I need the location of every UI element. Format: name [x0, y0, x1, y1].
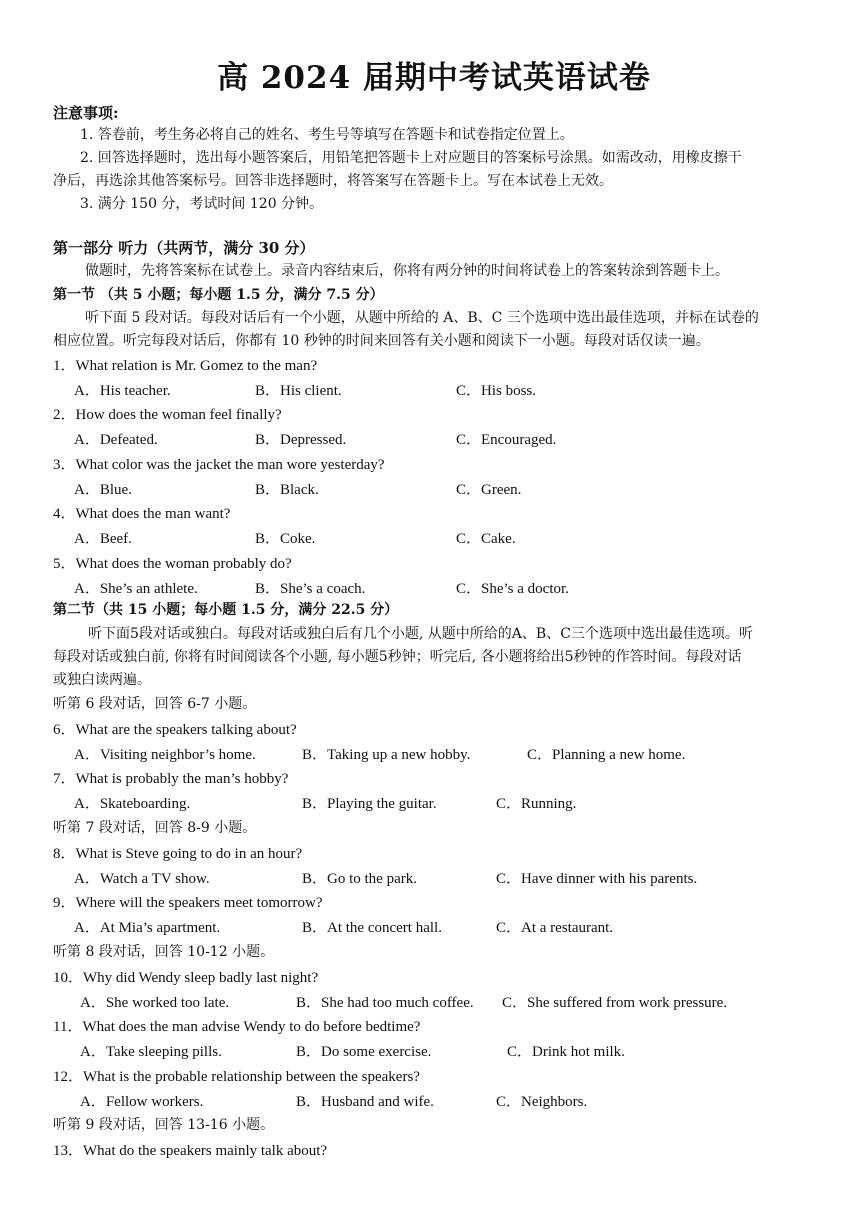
question-11: 11．What does the man advise Wendy to do before bedtime? [53, 1019, 421, 1035]
question-7: 7．What is probably the man’s hobby? [53, 771, 289, 787]
section1-intro-b: 相应位置。听完每段对话后，你都有 10 秒钟的时间来回答有关小题和阅读下一小题。每段对话仅读一遍。 [53, 333, 710, 349]
question-4-option-b: B．Coke. [255, 531, 316, 547]
question-6: 6．What are the speakers talking about? [53, 722, 297, 738]
notes-line-2a: 2. 回答选择题时，选出每小题答案后，用铅笔把答题卡上对应题目的答案标号涂黑。如需改动，用橡皮擦干 [80, 150, 742, 166]
section2-intro-c: 或独白读两遍。 [53, 672, 151, 688]
question-3-option-a: A．Blue. [74, 482, 132, 498]
page-title: 高 2024 届期中考试英语试卷 [217, 60, 651, 96]
question-12-option-a: A．Fellow workers. [80, 1094, 204, 1110]
question-9-option-c: C．At a restaurant. [496, 920, 614, 936]
section2-intro-b: 每段对话或独白前, 你将有时间阅读各个小题, 每小题5秒钟；听完后, 各小题将给出5秒钟的作答时间。每段对话 [53, 649, 742, 665]
question-11-option-a: A．Take sleeping pills. [80, 1044, 222, 1060]
question-5-option-a: A．She’s an athlete. [74, 581, 198, 597]
question-4: 4．What does the man want? [53, 506, 231, 522]
question-8: 8．What is Steve going to do in an hour? [53, 846, 303, 862]
question-2-option-c: C．Encouraged. [456, 432, 557, 448]
question-12-option-c: C．Neighbors. [496, 1094, 588, 1110]
question-5-option-b: B．She’s a coach. [255, 581, 366, 597]
question-8-option-b: B．Go to the park. [302, 871, 417, 887]
question-2-option-b: B．Depressed. [255, 432, 347, 448]
question-9-option-b: B．At the concert hall. [302, 920, 442, 936]
section1-intro-a: 听下面 5 段对话。每段对话后有一个小题，从题中所给的 A、B、C 三个选项中选出最佳选项，并标在试卷的 [85, 310, 759, 326]
question-12: 12．What is the probable relationship between the speakers? [53, 1069, 420, 1085]
question-6-option-a: A．Visiting neighbor’s home. [74, 747, 256, 763]
section1-heading: 第一节 （共 5 小题；每小题 1.5 分，满分 7.5 分） [53, 287, 384, 303]
question-5-option-c: C．She’s a doctor. [456, 581, 569, 597]
notes-line-3: 3. 满分 150 分，考试时间 120 分钟。 [80, 196, 324, 212]
question-10-option-a: A．She worked too late. [80, 995, 230, 1011]
section2-heading: 第二节（共 15 小题；每小题 1.5 分，满分 22.5 分） [53, 602, 399, 618]
question-1-option-b: B．His client. [255, 383, 342, 399]
question-11-option-c: C．Drink hot milk. [507, 1044, 625, 1060]
question-3: 3．What color was the jacket the man wore yesterday? [53, 457, 385, 473]
question-10-option-c: C．She suffered from work pressure. [502, 995, 728, 1011]
dialogue-6-instruction: 听第 6 段对话，回答 6-7 小题。 [53, 696, 257, 712]
question-9-option-a: A．At Mia’s apartment. [74, 920, 221, 936]
question-10-option-b: B．She had too much coffee. [296, 995, 474, 1011]
question-1: 1．What relation is Mr. Gomez to the man? [53, 358, 318, 374]
question-4-option-c: C．Cake. [456, 531, 516, 547]
dialogue-9-instruction: 听第 9 段对话，回答 13-16 小题。 [53, 1117, 275, 1133]
question-1-option-a: A．His teacher. [74, 383, 171, 399]
question-11-option-b: B．Do some exercise. [296, 1044, 432, 1060]
question-7-option-b: B．Playing the guitar. [302, 796, 437, 812]
question-2-option-a: A．Defeated. [74, 432, 158, 448]
section2-intro-a: 听下面5段对话或独白。每段对话或独白后有几个小题, 从题中所给的A、B、C三个选项中选出最佳选项。听 [88, 626, 753, 642]
dialogue-7-instruction: 听第 7 段对话，回答 8-9 小题。 [53, 820, 257, 836]
question-5: 5．What does the woman probably do? [53, 556, 292, 572]
part1-heading: 第一部分 听力（共两节，满分 30 分） [53, 239, 315, 257]
notes-line-2b: 净后，再选涂其他答案标号。回答非选择题时，将答案写在答题卡上。写在本试卷上无效。 [53, 173, 613, 189]
question-6-option-c: C．Planning a new home. [527, 747, 686, 763]
question-13: 13．What do the speakers mainly talk about? [53, 1143, 328, 1159]
question-9: 9．Where will the speakers meet tomorrow? [53, 895, 323, 911]
question-10: 10．Why did Wendy sleep badly last night? [53, 970, 319, 986]
dialogue-8-instruction: 听第 8 段对话，回答 10-12 小题。 [53, 944, 275, 960]
question-3-option-c: C．Green. [456, 482, 522, 498]
question-7-option-c: C．Running. [496, 796, 577, 812]
part1-intro: 做题时，先将答案标在试卷上。录音内容结束后，你将有两分钟的时间将试卷上的答案转涂到答题卡上。 [85, 263, 729, 279]
question-6-option-b: B．Taking up a new hobby. [302, 747, 471, 763]
notes-heading: 注意事项: [53, 104, 119, 122]
question-2: 2．How does the woman feel finally? [53, 407, 282, 423]
question-8-option-a: A．Watch a TV show. [74, 871, 210, 887]
question-8-option-c: C．Have dinner with his parents. [496, 871, 698, 887]
question-7-option-a: A．Skateboarding. [74, 796, 191, 812]
question-12-option-b: B．Husband and wife. [296, 1094, 434, 1110]
notes-line-1: 1. 答卷前，考生务必将自己的姓名、考生号等填写在答题卡和试卷指定位置上。 [80, 127, 574, 143]
question-1-option-c: C．His boss. [456, 383, 537, 399]
question-4-option-a: A．Beef. [74, 531, 132, 547]
question-3-option-b: B．Black. [255, 482, 319, 498]
